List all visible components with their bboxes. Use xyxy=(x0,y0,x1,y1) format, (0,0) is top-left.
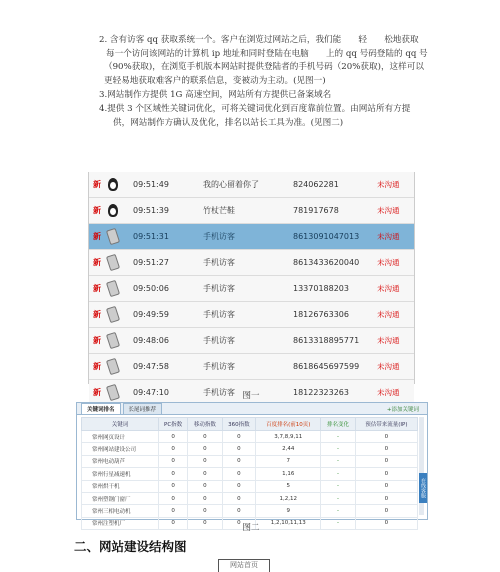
column-header[interactable]: PC指数 xyxy=(159,418,188,431)
visitor-number: 18122323263 xyxy=(293,388,349,397)
visitor-number: 8613091047013 xyxy=(293,232,360,241)
column-header[interactable]: 排名变化 xyxy=(321,418,355,431)
mobile-phone-icon xyxy=(106,229,120,245)
paragraph-4-line-1: 4.提供 3 个区域性关键词优化，可将关键词优化到百度靠前位置。由网站所有方提 xyxy=(99,104,411,114)
table-cell: - xyxy=(321,455,355,467)
visitor-row[interactable] xyxy=(89,224,414,250)
visit-time: 09:47:58 xyxy=(133,362,169,371)
table-cell: 0 xyxy=(355,455,417,467)
visitor-name: 竹杖芒鞋 xyxy=(203,206,235,215)
table-cell: 0 xyxy=(159,443,188,455)
table-cell: 5 xyxy=(256,480,321,492)
contact-status: 未沟通 xyxy=(377,206,400,215)
visit-time: 09:48:06 xyxy=(133,336,169,345)
contact-status: 未沟通 xyxy=(377,362,400,371)
table-row xyxy=(82,480,418,492)
table-cell: 0 xyxy=(159,455,188,467)
contact-status: 未沟通 xyxy=(377,388,400,397)
mobile-phone-icon xyxy=(106,359,120,375)
table-cell: 1,16 xyxy=(256,468,321,480)
table-row xyxy=(82,505,418,517)
paragraph-2-line-4: 更轻易地获取难客户的联系信息，变被动为主动。(见图一) xyxy=(104,76,326,86)
table-cell: 0 xyxy=(355,492,417,504)
structure-root-box: 网站首页 xyxy=(218,559,270,572)
paragraph-2-line-3: （90%获取)，在浏览手机版本网站时提供登陆者的手机号码（20%获取)，这样可以 xyxy=(104,62,424,72)
keyword-cell: 常州三相电动机 xyxy=(82,505,159,517)
mobile-phone-icon xyxy=(106,281,120,297)
table-cell: - xyxy=(321,505,355,517)
table-cell: 0 xyxy=(188,480,222,492)
table-cell: 0 xyxy=(188,468,222,480)
visitor-name: 我的心留着你了 xyxy=(203,180,259,189)
figure-1-caption: 图一 xyxy=(242,391,260,401)
visitor-name: 手机访客 xyxy=(203,336,235,345)
visit-time: 09:51:27 xyxy=(133,258,169,267)
paragraph-2-line-2: 每一个访问该网站的计算机 ip 地址和同时登陆在电脑 上的 qq 号码登陆的 qq 号 xyxy=(106,49,428,59)
column-header[interactable]: 关键词 xyxy=(82,418,159,431)
table-cell: 0 xyxy=(188,517,222,529)
table-row xyxy=(82,492,418,504)
visitor-row[interactable] xyxy=(89,172,414,198)
table-cell: 0 xyxy=(188,431,222,443)
keyword-tabs xyxy=(77,403,427,415)
new-badge: 新 xyxy=(93,362,101,371)
table-cell: 0 xyxy=(159,505,188,517)
add-keyword-button[interactable]: +添加关键词 xyxy=(386,406,419,413)
table-cell: 0 xyxy=(222,492,256,504)
new-badge: 新 xyxy=(93,232,101,241)
keyword-cell: 常州塑钢门窗厂 xyxy=(82,492,159,504)
table-cell: 7 xyxy=(256,455,321,467)
visit-time: 09:47:10 xyxy=(133,388,169,397)
keyword-cell: 常州电动葫芦 xyxy=(82,455,159,467)
keyword-cell: 常州注塑机厂 xyxy=(82,517,159,529)
table-cell: 0 xyxy=(355,443,417,455)
table-cell: 9 xyxy=(256,505,321,517)
table-cell: - xyxy=(321,517,355,529)
column-header[interactable]: 百度排名(前10页) xyxy=(256,418,321,431)
mobile-phone-icon xyxy=(106,255,120,271)
contact-status: 未沟通 xyxy=(377,310,400,319)
keyword-cell: 常州烘干机 xyxy=(82,480,159,492)
new-badge: 新 xyxy=(93,180,101,189)
visitor-row[interactable] xyxy=(89,250,414,276)
contact-status: 未沟通 xyxy=(377,258,400,267)
table-row xyxy=(82,455,418,467)
table-cell: 0 xyxy=(188,455,222,467)
visit-time: 09:51:31 xyxy=(133,232,169,241)
table-cell: 0 xyxy=(222,455,256,467)
table-cell: 0 xyxy=(159,431,188,443)
column-header[interactable]: 移动指数 xyxy=(188,418,222,431)
visitor-number: 18126763306 xyxy=(293,310,349,319)
table-cell: 1,2,10,11,13 xyxy=(256,517,321,529)
table-cell: 0 xyxy=(222,517,256,529)
visitor-number: 8613318895771 xyxy=(293,336,360,345)
contact-status: 未沟通 xyxy=(377,180,400,189)
visitor-name: 手机访客 xyxy=(203,258,235,267)
visitor-number: 781917678 xyxy=(293,206,339,215)
visit-time: 09:51:49 xyxy=(133,180,169,189)
table-cell: 2,44 xyxy=(256,443,321,455)
table-row xyxy=(82,468,418,480)
new-badge: 新 xyxy=(93,258,101,267)
qq-penguin-icon xyxy=(106,177,120,193)
visitor-number: 824062281 xyxy=(293,180,339,189)
new-badge: 新 xyxy=(93,206,101,215)
table-cell: 0 xyxy=(188,505,222,517)
table-cell: - xyxy=(321,468,355,480)
table-cell: 0 xyxy=(222,480,256,492)
table-cell: - xyxy=(321,480,355,492)
column-header[interactable]: 预估带来流量(IP) xyxy=(355,418,417,431)
table-cell: 0 xyxy=(222,505,256,517)
visit-time: 09:51:39 xyxy=(133,206,169,215)
mobile-phone-icon xyxy=(106,385,120,401)
table-cell: 1,2,12 xyxy=(256,492,321,504)
table-cell: 0 xyxy=(355,517,417,529)
visitor-name: 手机访客 xyxy=(203,362,235,371)
visitor-name: 手机访客 xyxy=(203,388,235,397)
visitor-row[interactable] xyxy=(89,198,414,224)
keyword-cell: 常州行星减速机 xyxy=(82,468,159,480)
mobile-phone-icon xyxy=(106,307,120,323)
visitor-number: 13370188203 xyxy=(293,284,349,293)
column-header[interactable]: 360指数 xyxy=(222,418,256,431)
visitor-name: 手机访客 xyxy=(203,284,235,293)
table-cell: - xyxy=(321,443,355,455)
visitor-name: 手机访客 xyxy=(203,310,235,319)
paragraph-4-line-2: 供，网站制作方确认及优化，排名以站长工具为准。(见图二) xyxy=(113,118,344,128)
table-cell: 0 xyxy=(188,492,222,504)
visitor-row[interactable] xyxy=(89,302,414,328)
table-cell: 0 xyxy=(355,431,417,443)
table-cell: 0 xyxy=(188,443,222,455)
new-badge: 新 xyxy=(93,284,101,293)
tab-longtail-keywords[interactable]: 长尾词推荐 xyxy=(123,403,163,414)
figure-2-caption: 图二 xyxy=(242,523,260,533)
table-cell: 0 xyxy=(222,443,256,455)
table-row xyxy=(82,443,418,455)
keyword-cell: 常州网站建设公司 xyxy=(82,443,159,455)
table-cell: 0 xyxy=(355,468,417,480)
contact-status: 未沟通 xyxy=(377,232,400,241)
visitor-number: 8613433620040 xyxy=(293,258,360,267)
table-cell: 0 xyxy=(355,480,417,492)
mobile-phone-icon xyxy=(106,333,120,349)
visit-time: 09:50:06 xyxy=(133,284,169,293)
visit-time: 09:49:59 xyxy=(133,310,169,319)
section-heading: 二、网站建设结构图 xyxy=(74,539,187,554)
contact-status: 未沟通 xyxy=(377,336,400,345)
table-cell: 0 xyxy=(159,517,188,529)
table-cell: 0 xyxy=(159,492,188,504)
visitor-row[interactable] xyxy=(89,328,414,354)
new-badge: 新 xyxy=(93,336,101,345)
table-cell: 0 xyxy=(159,480,188,492)
table-cell: 0 xyxy=(159,468,188,480)
qq-penguin-icon xyxy=(106,203,120,219)
table-cell: - xyxy=(321,431,355,443)
visitor-row[interactable] xyxy=(89,354,414,380)
keyword-table xyxy=(81,417,418,530)
new-badge: 新 xyxy=(93,310,101,319)
visitor-row[interactable] xyxy=(89,276,414,302)
keyword-cell: 常州网页设计 xyxy=(82,431,159,443)
new-badge: 新 xyxy=(93,388,101,397)
tab-keyword-ranking[interactable]: 关键词排名 xyxy=(81,403,121,414)
table-cell: 3,7,8,9,11 xyxy=(256,431,321,443)
table-cell: 0 xyxy=(222,431,256,443)
online-service-tab[interactable]: 在线客服 xyxy=(419,473,427,503)
table-cell: 0 xyxy=(355,505,417,517)
table-row xyxy=(82,431,418,443)
visitor-name: 手机访客 xyxy=(203,232,235,241)
paragraph-3: 3.网站制作方提供 1G 高速空间，网站所有方提供已备案域名 xyxy=(99,90,332,100)
contact-status: 未沟通 xyxy=(377,284,400,293)
visitor-number: 8618645697599 xyxy=(293,362,360,371)
table-cell: 0 xyxy=(222,468,256,480)
paragraph-2-line-1: 2. 含有访客 qq 获取系统一个。客户在浏览过网站之后，我们能 轻 松地获取 xyxy=(99,35,419,45)
table-cell: - xyxy=(321,492,355,504)
